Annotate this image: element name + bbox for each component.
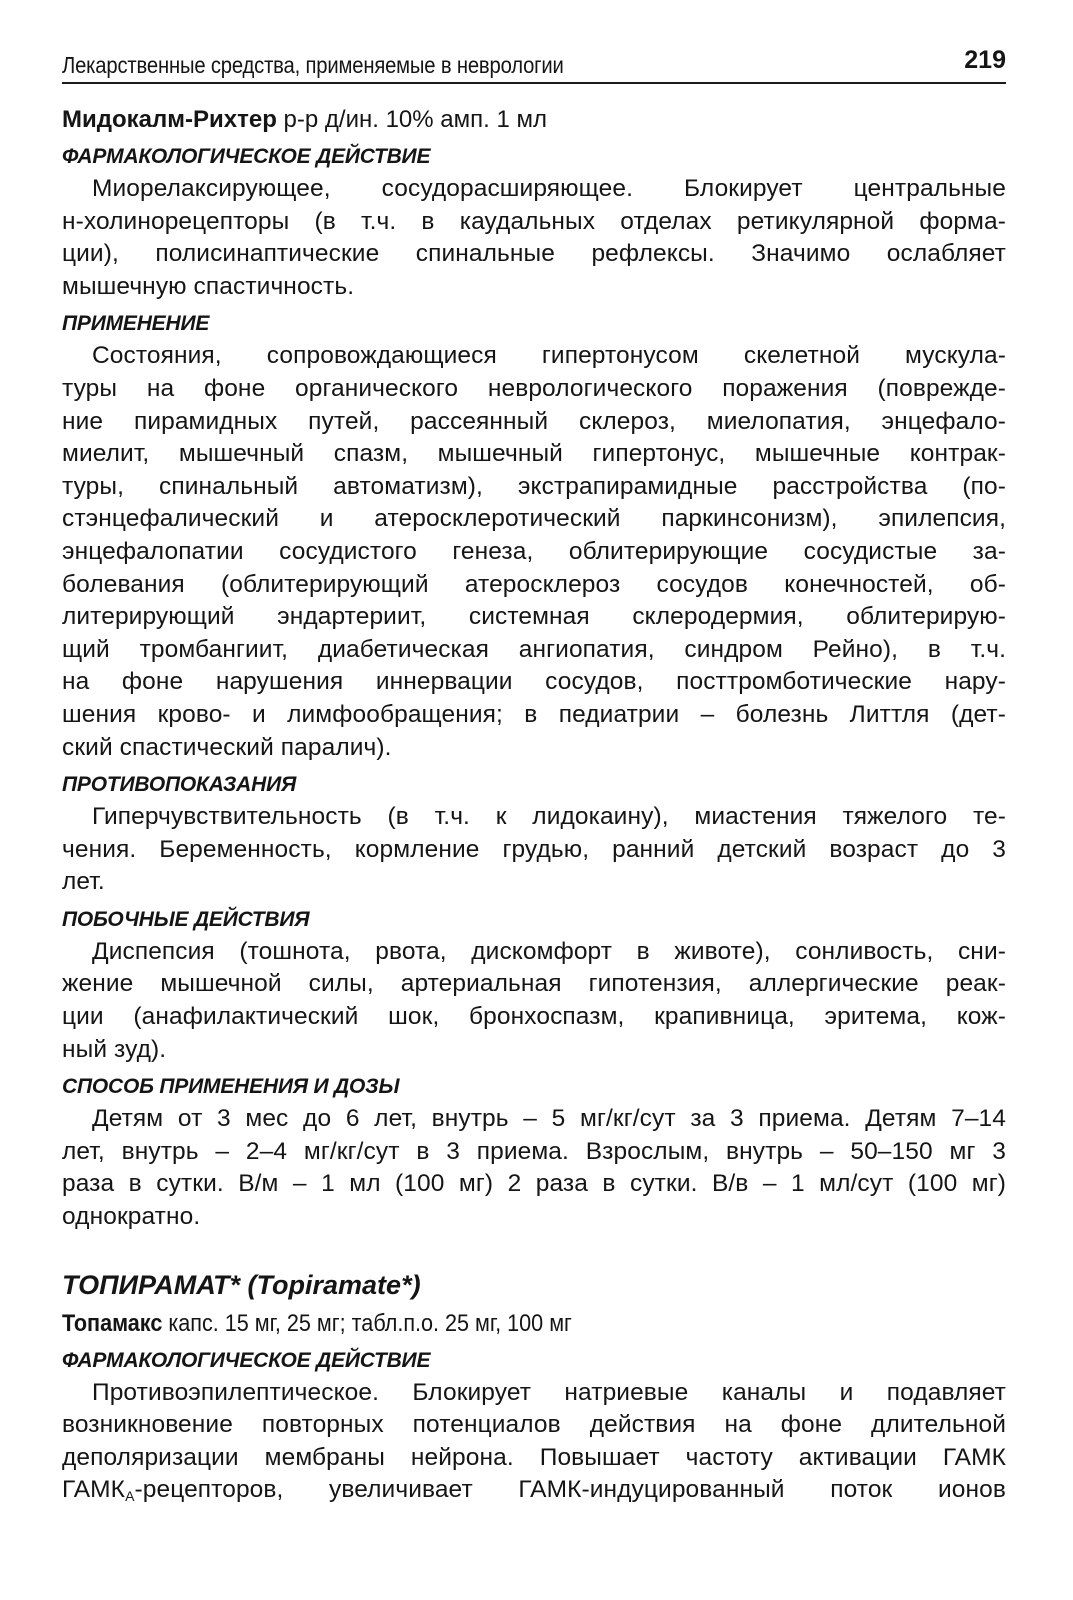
text-line: Состояния, сопровождающиеся гипертонусом скелетной мускула- xyxy=(92,342,1006,370)
text-line: деполяризации мембраны нейрона. Повышает частоту активации ГАМК xyxy=(62,1443,1006,1471)
drug-form: капс. 15 мг, 25 мг; табл.п.о. 25 мг, 100 мг xyxy=(162,1309,572,1337)
text-line: раза в сутки. В/м – 1 мл (100 мг) 2 раза в сутки. В/в – 1 мл/сут (100 мг) xyxy=(62,1170,1006,1198)
text-line xyxy=(62,1474,1006,1513)
section-heading: СПОСОБ ПРИМЕНЕНИЯ И ДОЗЫ xyxy=(62,1075,400,1099)
text-line: Гиперчувствительность (в т.ч. к лидокаину), миастения тяжелого те- xyxy=(92,803,1006,831)
section-side-effects xyxy=(62,906,1006,1066)
text-line: литерирующий эндартериит, системная склеродермия, облитерирую- xyxy=(62,603,1006,631)
text-line: ный зуд). xyxy=(62,1035,167,1063)
text-line: Детям от 3 мес до 6 лет, внутрь – 5 мг/кг/сут за 3 приема. Детям 7–14 xyxy=(92,1105,1006,1133)
gaba-rest: -рецепторов, увеличивает ГАМК-индуцированный поток ионов xyxy=(134,1476,1006,1504)
drug-entry-topiramate xyxy=(62,1268,1006,1513)
text-line: на фоне нарушения иннервации сосудов, посттромботические нару- xyxy=(62,668,1006,696)
drug-brand-name: Топамакс xyxy=(62,1309,163,1337)
section-body xyxy=(62,1103,1006,1233)
text-line: Миорелаксирующее, сосудорасширяющее. Блокирует центральные xyxy=(92,175,1006,202)
text-line: туры, спинальный автоматизм), экстрапирамидные расстройства (по- xyxy=(62,472,1006,500)
text-line: жение мышечной силы, артериальная гипотензия, аллергические реак- xyxy=(62,970,1006,998)
text-line: ции), полисинаптические спинальные рефлексы. Значимо ослабляет xyxy=(62,240,1006,268)
drug-form-line xyxy=(62,104,1006,136)
section-body xyxy=(62,1377,1006,1513)
drug-entry-mydocalm xyxy=(62,104,1006,1234)
drug-form-line xyxy=(62,1308,912,1340)
text-line: туры на фоне органического неврологического поражения (поврежде- xyxy=(62,374,1006,402)
text-line: чения. Беременность, кормление грудью, ранний детский возраст до 3 xyxy=(62,835,1006,863)
section-contraindications xyxy=(62,771,1006,899)
drug-entry-title: ТОПИРАМАТ* (Topiramate*) xyxy=(62,1269,421,1300)
drug-form: р-р д/ин. 10% амп. 1 мл xyxy=(276,106,547,133)
section-pharmacological-action xyxy=(62,1347,1006,1513)
section-heading: ФАРМАКОЛОГИЧЕСКОЕ ДЕЙСТВИЕ xyxy=(62,145,431,168)
running-title: Лекарственные средства, применяемые в неврологии xyxy=(62,52,564,78)
text-line: Противоэпилептическое. Блокирует натриевые каналы и подавляет xyxy=(92,1378,1006,1406)
section-indications xyxy=(62,310,1006,764)
book-page xyxy=(62,38,1006,1513)
gaba-subscript: А xyxy=(125,1488,135,1505)
text-line: лет. xyxy=(62,868,105,896)
text-line: стэнцефалический и атеросклеротический паркинсонизм), эпилепсия, xyxy=(62,505,1006,533)
text-line: ние пирамидных путей, рассеянный склероз, миелопатия, энцефало- xyxy=(62,407,1006,435)
section-heading: ПРИМЕНЕНИЕ xyxy=(62,312,210,336)
section-heading: ПОБОЧНЫЕ ДЕЙСТВИЯ xyxy=(62,907,310,931)
gaba-prefix: ГАМК xyxy=(62,1476,126,1504)
section-body xyxy=(62,801,1006,899)
text-line: Диспепсия (тошнота, рвота, дискомфорт в животе), сонливость, сни- xyxy=(92,937,1006,965)
text-line: ции (анафилактический шок, бронхоспазм, крапивница, эритема, кож- xyxy=(62,1003,1006,1031)
section-dosage xyxy=(62,1073,1006,1233)
section-heading: ФАРМАКОЛОГИЧЕСКОЕ ДЕЙСТВИЕ xyxy=(62,1348,431,1372)
text-line: лет, внутрь – 2–4 мг/кг/сут в 3 приема. Взрослым, внутрь – 50–150 мг 3 xyxy=(62,1137,1006,1165)
text-line: болевания (облитерирующий атеросклероз сосудов конечностей, об- xyxy=(62,570,1006,598)
text-line: ский спастический паралич). xyxy=(62,733,392,761)
text-line: мышечную спастичность. xyxy=(62,272,355,300)
section-heading: ПРОТИВОПОКАЗАНИЯ xyxy=(62,773,297,797)
running-header xyxy=(62,38,1006,84)
section-body xyxy=(62,936,1006,1066)
text-line: миелит, мышечный спазм, мышечный гипертонус, мышечные контрак- xyxy=(62,440,1006,468)
section-body xyxy=(62,173,1006,303)
text-line: щий тромбангиит, диабетическая ангиопатия, синдром Рейно), в т.ч. xyxy=(62,635,1006,663)
text-line: однократно. xyxy=(62,1203,201,1231)
text-line: шения крово- и лимфообращения; в педиатрии – болезнь Литтля (дет- xyxy=(62,700,1006,728)
text-line: возникновение повторных потенциалов действия на фоне длительной xyxy=(62,1411,1006,1439)
section-body xyxy=(62,340,1006,764)
page-number: 219 xyxy=(964,46,1006,74)
text-line: н-холинорецепторы (в т.ч. в каудальных отделах ретикулярной форма- xyxy=(62,207,1006,235)
text-line: энцефалопатии сосудистого генеза, облитерирующие сосудистые за- xyxy=(62,537,1006,565)
drug-brand-name: Мидокалм-Рихтер xyxy=(62,106,277,133)
section-pharmacological-action xyxy=(62,143,1006,303)
